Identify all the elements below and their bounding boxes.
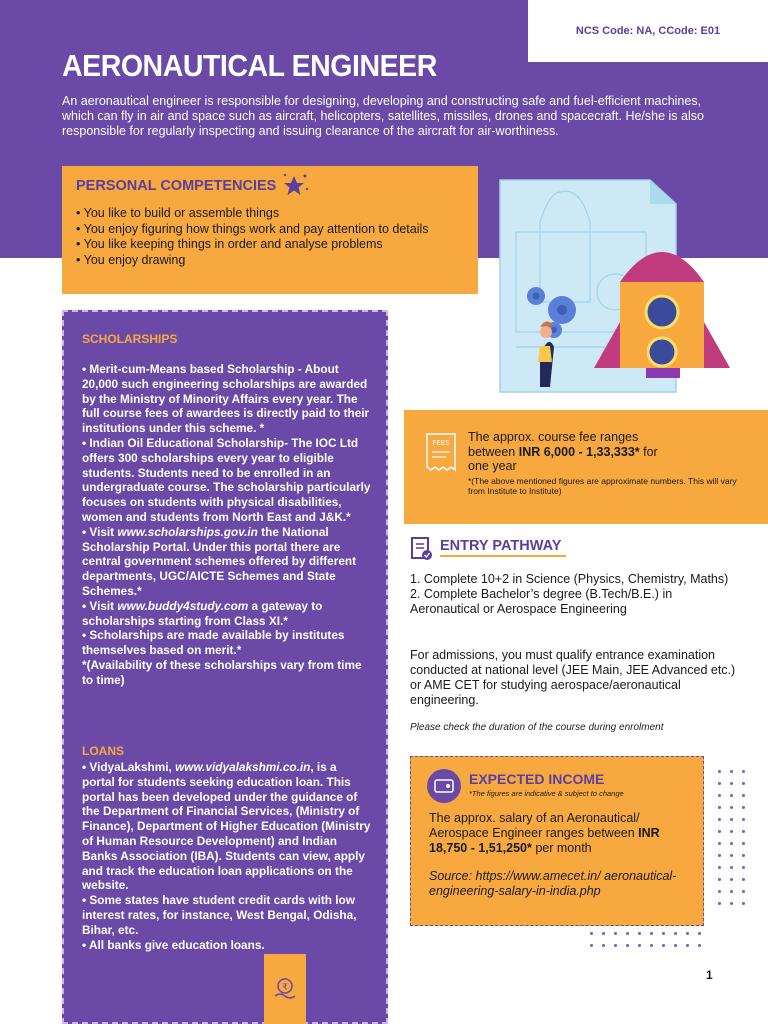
decor-dot [742,902,745,905]
personal-competencies-box [62,166,478,294]
fees-box [404,410,768,524]
expected-income-heading: EXPECTED INCOME [469,771,605,787]
list-item: • Merit-cum-Means based Scholarship - About 20,000 such engineering scholarships are awarded by the Ministry of Minority Affairs every year. The full course fees of awardees is directly paid to their institutions under this scheme. * [82,362,370,436]
decor-dot [602,944,605,947]
footnote: *(Availability of these scholarships vary from time to time) [82,657,362,687]
decor-dot [626,932,629,935]
admission-text: For admissions, you must qualify entrance examination conducted at national level (JEE Main, JEE Advanced etc.) or AME CET for studying aerospace/aeronautical engineering. [410,648,736,707]
decor-dot [718,902,721,905]
decor-dot [602,932,605,935]
decor-dot [742,782,745,785]
decor-dot [730,842,733,845]
rupee-hand-icon [272,976,298,1002]
decor-dot [718,830,721,833]
decor-dot [686,932,689,935]
list-item: • You like keeping things in order and analyse problems [76,237,429,253]
list-item: • All banks give education loans. [82,937,265,952]
checklist-icon [410,536,434,562]
svg-text:₹: ₹ [282,983,288,993]
decor-dot [626,944,629,947]
fees-text: The approx. course fee ranges between INR 6,000 - 1,33,333* for one year [468,430,658,473]
list-item: • Visit www.buddy4study.com a gateway to scholarships starting from Class XI.* [82,598,323,628]
decor-dot [718,878,721,881]
decor-dot [730,782,733,785]
decor-dot [730,818,733,821]
list-item: • You like to build or assemble things [76,206,429,222]
list-item: 1. Complete 10+2 in Science (Physics, Chemistry, Maths) [410,572,729,586]
enrolment-note: Please check the duration of the course during enrolment [410,722,664,733]
list-item: • Indian Oil Educational Scholarship- The IOC Ltd offers 300 scholarships every year to eligible students. Students need to be enrolled in an undergraduate course. The scholarship particularly focuses on students with physical disabilities, women and students from North East and J&K.* [82,435,371,524]
decor-dot [662,944,665,947]
fees-note: *(The above mentioned figures are approximate numbers. This will vary from Institute to Institute) [468,476,737,496]
dot-pattern-bottom [590,932,720,952]
vidyalakshmi-link[interactable]: www.vidyalakshmi.co.in [175,760,311,774]
decor-dot [718,842,721,845]
income-icon-circle [427,769,461,803]
entry-steps [410,572,740,617]
decor-dot [742,770,745,773]
expected-income-box [410,756,704,926]
decor-dot [590,944,593,947]
decor-dot [718,866,721,869]
decor-dot [742,794,745,797]
decor-dot [730,866,733,869]
decor-dot [718,794,721,797]
list-item: • You enjoy figuring how things work and pay attention to details [76,222,429,238]
decor-dot [742,890,745,893]
decor-dot [698,944,701,947]
decor-dot [742,830,745,833]
competencies-list [76,206,429,268]
decor-dot [718,782,721,785]
decor-dot [730,890,733,893]
decor-dot [742,806,745,809]
decor-dot [742,866,745,869]
scholarships-link[interactable]: www.scholarships.gov.in [117,524,258,539]
decor-dot [650,932,653,935]
intro-text: An aeronautical engineer is responsible for designing, developing and constructing safe and fuel-efficient machines, which can fly in air and space such as aircraft, helicopters, satellites, missiles, drones and spacecraft. He/she is also responsible for regularly inspecting and issuing clearance of the aircraft for air-worthiness. [62,94,704,138]
decor-dot [662,932,665,935]
svg-text:FEES: FEES [432,439,450,447]
star-icon [280,172,310,198]
decor-dot [614,932,617,935]
decor-dot [718,770,721,773]
decor-dot [718,818,721,821]
ncs-code: NCS Code: NA, CCode: E01 [528,0,768,62]
decor-dot [718,890,721,893]
income-disclaimer: *The figures are indicative & subject to change [469,789,624,798]
list-item: • You enjoy drawing [76,253,429,269]
heading-underline [440,555,566,557]
loan-tab [264,954,306,1024]
decor-dot [742,878,745,881]
income-text: The approx. salary of an Aeronautical/ Aerospace Engineer ranges between INR 18,750 - 1,51,250* per month [429,811,660,855]
wallet-icon [434,778,454,794]
page-number: 1 [706,968,713,982]
decor-dot [742,818,745,821]
competencies-heading: PERSONAL COMPETENCIES [76,178,277,194]
decor-dot [718,806,721,809]
decor-dot [674,932,677,935]
decor-dot [730,770,733,773]
decor-dot [730,902,733,905]
income-source: Source: https://www.amecet.in/ aeronautical-engineering-salary-in-india.php [429,869,677,898]
buddy4study-link[interactable]: www.buddy4study.com [117,598,249,613]
decor-dot [730,830,733,833]
rocket-illustration [470,172,730,412]
decor-dot [730,806,733,809]
decor-dot [638,932,641,935]
loans-list [82,760,372,952]
scholarships-panel [62,310,388,1024]
list-item: 2. Complete Bachelor’s degree (B.Tech/B.E.) in Aeronautical or Aerospace Engineering [410,587,673,616]
list-item: • VidyaLakshmi, www.vidyalakshmi.co.in, is a portal for students seeking education loan. This portal has been developed under the guidance of the Department of Financial Services, (Ministry of Finance), Department of Higher Education (Ministry of Human Resource Development) and Indian Banks Association (IBA). Students can view, apply and track the education loan applications on the website. [82,760,371,893]
decor-dot [638,944,641,947]
dot-pattern-right [718,770,758,920]
decor-dot [730,878,733,881]
decor-dot [742,842,745,845]
decor-dot [742,854,745,857]
decor-dot [590,932,593,935]
loans-heading: LOANS [82,744,124,758]
scholarships-heading: SCHOLARSHIPS [82,332,178,346]
decor-dot [718,854,721,857]
list-item: • Some states have student credit cards with low interest rates, for instance, West Bengal, Odisha, Bihar, etc. [82,893,357,937]
page-title: AERONAUTICAL ENGINEER [62,48,437,83]
decor-dot [674,944,677,947]
decor-dot [730,794,733,797]
list-item: • Scholarships are made available by institutes themselves based on merit.* [82,628,345,658]
decor-dot [650,944,653,947]
entry-pathway-heading: ENTRY PATHWAY [440,538,562,554]
fees-receipt-icon [424,432,458,474]
decor-dot [698,932,701,935]
scholarships-list [82,362,372,688]
decor-dot [730,854,733,857]
decor-dot [686,944,689,947]
list-item: • Visit www.scholarships.gov.in the National Scholarship Portal. Under this portal there are central government schemes offered by different departments, UGC/AICTE Schemes and State Schemes.* [82,524,357,598]
decor-dot [614,944,617,947]
